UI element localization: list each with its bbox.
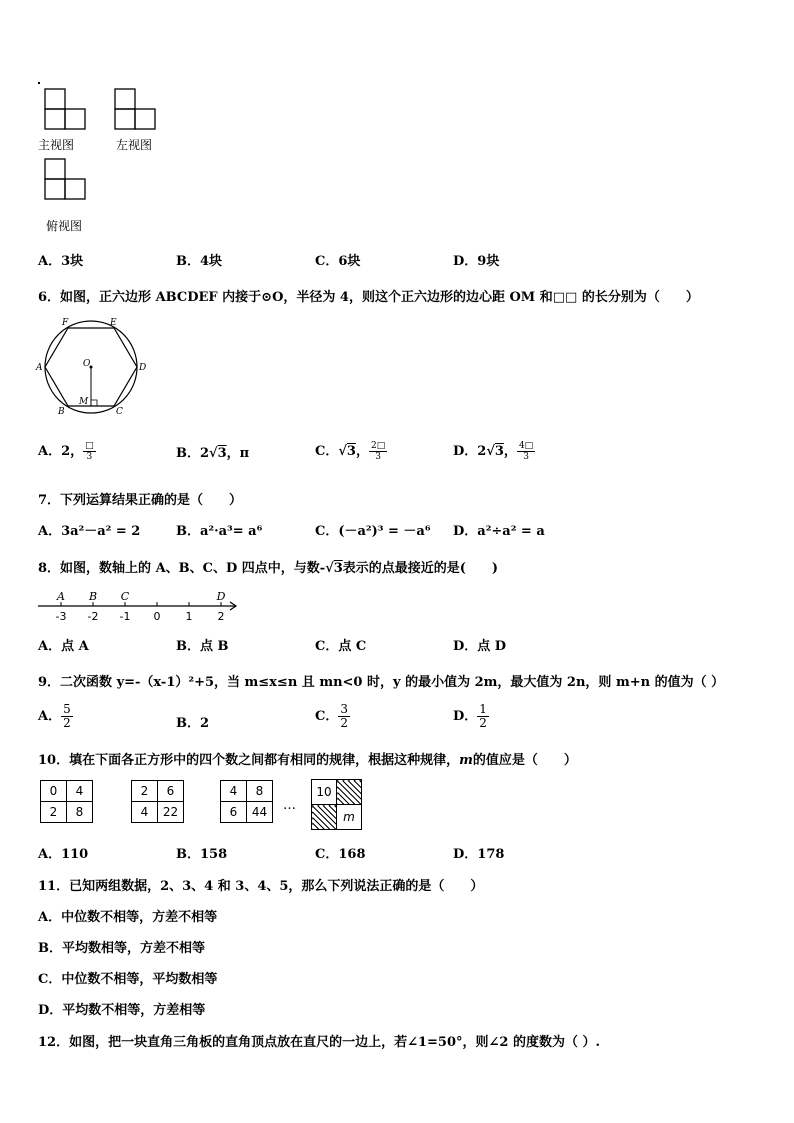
top-view-figure bbox=[40, 156, 90, 202]
q5-option-d: D．9块 bbox=[453, 254, 500, 269]
q11-option-a: A．中位数不相等，方差不相等 bbox=[38, 910, 218, 925]
q10-option-a: A．110 bbox=[38, 847, 89, 862]
q9-option-b: B．2 bbox=[176, 716, 210, 731]
left-view-figure bbox=[110, 86, 160, 132]
small-dot bbox=[38, 82, 40, 84]
q12-stem: 12．如图，把一块直角三角板的直角顶点放在直尺的一边上，若∠1=50°，则∠2 的度数为（ ）. bbox=[38, 1035, 601, 1050]
q9-option-c: C． $\frac{3}{2}$ bbox=[315, 702, 348, 730]
label-E: E bbox=[110, 318, 117, 328]
number-grid-3: 4 8 6 44 bbox=[220, 780, 273, 823]
label-A: A bbox=[36, 363, 43, 373]
q11-option-c: C．中位数不相等，平均数相等 bbox=[38, 972, 218, 987]
q8-option-c: C．点 C bbox=[315, 639, 367, 654]
q9-option-d: D． $\frac{1}{2}$ bbox=[453, 702, 487, 730]
q8-option-a: A．点 A bbox=[38, 639, 89, 654]
front-view-caption: 主视图 bbox=[38, 138, 75, 152]
number-grid-4: 10 m bbox=[311, 779, 362, 830]
tick-label: 0 bbox=[153, 610, 161, 623]
q9-stem: 9．二次函数 y=-（x-1）²+5，当 m≤x≤n 且 mn<0 时，y 的最小值为 2m，最大值为 2n，则 m+n 的值为（ ） bbox=[38, 675, 725, 690]
label-M: M bbox=[79, 397, 89, 407]
left-view-caption: 左视图 bbox=[116, 138, 153, 152]
q10-option-b: B．158 bbox=[176, 847, 228, 862]
q5-option-b: B．4块 bbox=[176, 254, 223, 269]
point-label-B: B bbox=[88, 590, 98, 603]
q10-option-d: D．178 bbox=[453, 847, 505, 862]
q8-option-b: B．点 B bbox=[176, 639, 229, 654]
number-grid-2: 2 6 4 22 bbox=[131, 780, 184, 823]
q6-option-b: B．2√3，π bbox=[176, 446, 250, 461]
q8-option-d: D．点 D bbox=[453, 639, 507, 654]
q7-stem: 7．下列运算结果正确的是（ ） bbox=[38, 493, 243, 508]
point-label-C: C bbox=[120, 590, 130, 603]
q7-option-a: A．3a²－a² = 2 bbox=[38, 524, 141, 539]
tick-label: 2 bbox=[217, 610, 225, 623]
label-D: D bbox=[139, 363, 147, 373]
q6-stem: 6．如图，正六边形 ABCDEF 内接于⊙O，半径为 4，则这个正六边形的边心距 OM 和□□ 的长分别为（ ） bbox=[38, 290, 699, 305]
q7-option-b: B．a²·a³= a⁶ bbox=[176, 524, 263, 539]
front-view-figure bbox=[40, 86, 90, 132]
q5-option-a: A．3块 bbox=[38, 254, 84, 269]
q11-option-d: D．平均数不相等，方差相等 bbox=[38, 1003, 206, 1018]
q6-option-a: A．2， $\frac{□}{3}$ bbox=[38, 441, 94, 462]
q11-stem: 11．已知两组数据，2、3、4 和 3、4、5，那么下列说法正确的是（ ） bbox=[38, 879, 484, 894]
q5-option-c: C．6块 bbox=[315, 254, 361, 269]
label-F: F bbox=[62, 318, 69, 328]
q7-option-d: D．a²÷a² = a bbox=[453, 524, 545, 539]
q9-option-a: A． $\frac{5}{2}$ bbox=[38, 702, 71, 730]
top-view-caption: 俯视图 bbox=[46, 219, 83, 233]
number-line-figure bbox=[36, 586, 246, 626]
q10-option-c: C．168 bbox=[315, 847, 366, 862]
label-O: O bbox=[83, 359, 91, 369]
tick-label: -2 bbox=[87, 610, 99, 623]
ellipsis: … bbox=[283, 798, 296, 813]
q8-stem: 8．如图，数轴上的 A、B、C、D 四点中，与数-√3表示的点最接近的是( ) bbox=[38, 561, 499, 576]
hexagon-in-circle-figure bbox=[34, 314, 154, 418]
tick-label: -3 bbox=[55, 610, 67, 623]
point-label-A: A bbox=[57, 590, 65, 603]
q6-option-d: D．2√3， $\frac{4□}{3}$ bbox=[453, 441, 534, 462]
tick-label: -1 bbox=[119, 610, 131, 623]
tick-label: 1 bbox=[185, 610, 193, 623]
number-grid-1: 0 4 2 8 bbox=[40, 780, 93, 823]
label-B: B bbox=[58, 407, 65, 417]
label-C: C bbox=[116, 407, 123, 417]
q11-option-b: B．平均数相等，方差不相等 bbox=[38, 941, 205, 956]
point-label-D: D bbox=[216, 590, 226, 603]
q6-option-c: C．√3， $\frac{2□}{3}$ bbox=[315, 441, 386, 462]
q7-option-c: C．(－a²)³ = －a⁶ bbox=[315, 524, 431, 539]
q10-stem: 10．填在下面各正方形中的四个数之间都有相同的规律，根据这种规律，m的值应是（ ） bbox=[38, 753, 577, 768]
